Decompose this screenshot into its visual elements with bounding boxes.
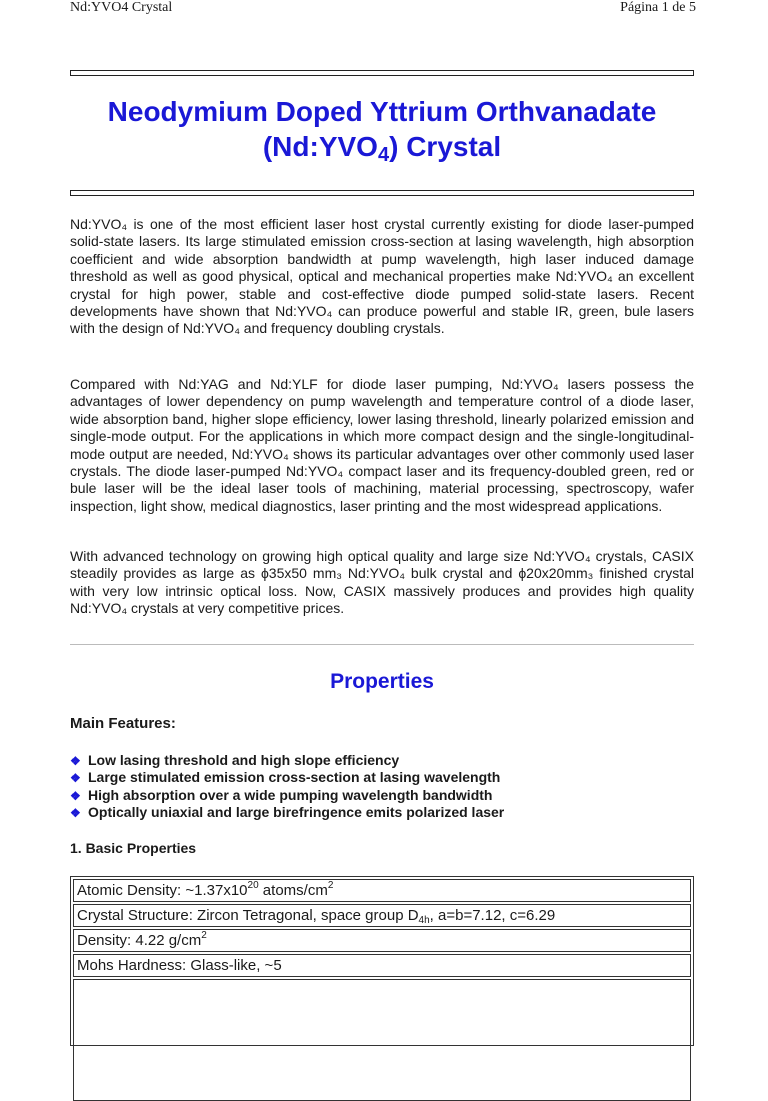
table-row-mohs-hardness (73, 954, 691, 977)
title-bottom-rule (70, 190, 694, 196)
intro-paragraph-1: Nd:YVO₄ is one of the most efficient laser host crystal currently existing for diode laser-pumped solid-state lasers. Its large stimulated emission cross-section at lasing wavelength, high absorption coefficient and wide absorption bandwidth at pump wavelength, high laser induced damage threshold as well as good physical, optical and mechanical properties make Nd:YVO₄ an excellent crystal for high power, stable and cost-effective diode pumped solid-state lasers. Recent developments have shown that Nd:YVO₄ can produce powerful and stable IR, green, bule lasers with the design of Nd:YVO₄ and frequency doubling crystals. (70, 216, 694, 337)
list-item (70, 787, 504, 804)
basic-properties-table (70, 876, 694, 1046)
cell-superscript: 2 (327, 880, 334, 891)
basic-properties-heading: 1. Basic Properties (70, 840, 197, 856)
list-item (70, 752, 504, 769)
top-rule (70, 70, 694, 76)
page-title (60, 94, 704, 164)
list-item (70, 769, 504, 786)
feature-text: Low lasing threshold and high slope efficiency (88, 752, 400, 768)
cell-text: atoms/cm (258, 882, 328, 899)
title-line1: Neodymium Doped Yttrium Orthvanadate (107, 96, 657, 127)
section-divider (70, 644, 694, 645)
table-row-crystal-structure (73, 904, 691, 927)
feature-list (70, 752, 504, 822)
feature-text: High absorption over a wide pumping wavelength bandwidth (88, 786, 493, 803)
running-header (70, 0, 696, 20)
cell-text: , a=b=7.12, c=6.29 (429, 907, 556, 924)
running-header-title: Nd:YVO4 Crystal (70, 0, 173, 15)
intro-paragraph-3: With advanced technology on growing high optical quality and large size Nd:YVO₄ crystals, CASIX steadily provides as large as ϕ35x50 mm₃ Nd:YVO₄ bulk crystal and ϕ20x20mm₃ finished crystal with very low intrinsic optical loss. Now, CASIX massively produces and provides high quality Nd:YVO₄ crystals at very competitive prices. (70, 548, 694, 617)
diamond-bullet-icon: ❖ (70, 806, 81, 821)
cell-text: Atomic Density: ~1.37x10 (77, 882, 248, 899)
diamond-bullet-icon: ❖ (70, 754, 81, 768)
intro-paragraph-2: Compared with Nd:YAG and Nd:YLF for diode laser pumping, Nd:YVO₄ lasers possess the advantages of lower dependency on pump wavelength and temperature control of a diode laser, wide absorption band, higher slope efficiency, lower lasing threshold, linearly polarized emission and single-mode output. For the applications in which more compact design and the single-longitudinal-mode output are needed, Nd:YVO₄ shows its particular advantages over other commonly used laser crystals. The diode laser-pumped Nd:YVO₄ compact laser and its frequency-doubled green, red or bule laser will be the ideal laser tools of machining, material processing, spectroscopy, wafer inspection, light show, medical diagnostics, laser printing and the most widespread applications. (70, 376, 694, 514)
cell-text: Crystal Structure: Zircon Tetragonal, space group D (77, 907, 419, 924)
cell-subscript: 4h (418, 915, 430, 926)
cell-text: Density: 4.22 g/cm (77, 932, 202, 949)
main-features-heading: Main Features: (70, 715, 176, 732)
properties-heading: Properties (330, 670, 434, 693)
table-row-atomic-density (73, 879, 691, 902)
feature-text: Optically uniaxial and large birefringence emits polarized laser (88, 804, 505, 821)
diamond-bullet-icon: ❖ (70, 771, 81, 786)
title-line2-pre: (Nd:YVO (262, 131, 378, 162)
page-number: Página 1 de 5 (620, 0, 696, 15)
feature-text: Large stimulated emission cross-section at lasing wavelength (88, 769, 501, 786)
diamond-bullet-icon: ❖ (70, 788, 81, 803)
title-subscript: 4 (377, 144, 390, 166)
cell-superscript: 2 (201, 930, 207, 941)
cell-superscript: 20 (247, 880, 259, 891)
cell-text: Mohs Hardness: Glass-like, ~5 (77, 957, 282, 974)
title-line2-post: ) Crystal (389, 131, 502, 162)
list-item (70, 804, 504, 821)
table-row-density (73, 929, 691, 952)
table-row-empty (73, 979, 691, 1101)
